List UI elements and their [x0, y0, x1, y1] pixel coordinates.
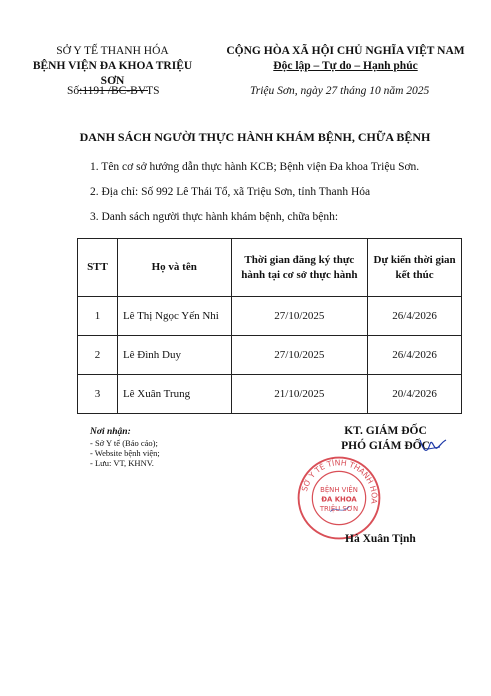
cell-stt: 1 — [78, 297, 118, 336]
recipients-label: Nơi nhận: — [90, 427, 131, 437]
header-end-date: Dự kiến thời gian kết thúc — [368, 239, 462, 297]
place-date: Triệu Sơn, ngày 27 tháng 10 năm 2025 — [250, 85, 430, 97]
item-3: 3. Danh sách người thực hành khám bệnh, chữa bệnh: — [90, 211, 339, 223]
cell-name: Lê Đình Duy — [117, 336, 231, 375]
cell-start-date: 27/10/2025 — [231, 297, 368, 336]
seal-outer-text: SỞ Y TẾ TỈNH THANH HÓA — [300, 458, 379, 505]
table-row — [78, 375, 462, 414]
cell-end-date: 26/4/2026 — [368, 297, 462, 336]
cell-start-date: 27/10/2025 — [231, 336, 368, 375]
signature-line-1: KT. GIÁM ĐỐC — [344, 425, 427, 437]
table-header-row — [78, 239, 462, 297]
document-title: DANH SÁCH NGƯỜI THỰC HÀNH KHÁM BỆNH, CHỮA BỆNH — [79, 130, 431, 144]
table-row — [78, 336, 462, 375]
header-stt: STT — [78, 239, 118, 297]
recipient-item: - Website bệnh viện; — [90, 448, 160, 458]
country-name: CỘNG HÒA XÃ HỘI CHỦ NGHĨA VIỆT NAM — [226, 45, 465, 57]
cell-start-date: 21/10/2025 — [231, 375, 368, 414]
signature-line-2: PHÓ GIÁM ĐỐC — [341, 440, 430, 452]
signer-name: Hà Xuân Tịnh — [345, 533, 416, 545]
practitioner-table — [77, 238, 462, 414]
recipient-item: - Sở Y tế (Báo cáo); — [90, 438, 158, 448]
hospital-name: BỆNH VIỆN ĐA KHOA TRIỆU SƠN — [32, 60, 193, 87]
recipients-block — [90, 427, 160, 468]
national-motto: Độc lập – Tự do – Hạnh phúc — [273, 60, 418, 72]
cell-name: Lê Thị Ngọc Yến Nhi — [117, 297, 231, 336]
cell-stt: 2 — [78, 336, 118, 375]
table-row — [78, 297, 462, 336]
official-seal-icon — [296, 455, 382, 541]
seal-line-2: ĐA KHOA — [321, 495, 357, 504]
header-name: Họ và tên — [117, 239, 231, 297]
header-start-date: Thời gian đăng ký thực hành tại cơ sở thực hành — [231, 239, 368, 297]
ministry-name: SỞ Y TẾ THANH HÓA — [56, 45, 169, 57]
document-number: Số:1191 /BC-BVTS — [67, 85, 160, 97]
recipient-item: - Lưu: VT, KHNV. — [90, 458, 154, 468]
handwritten-signature — [418, 436, 448, 458]
item-1: 1. Tên cơ sở hướng dẫn thực hành KCB; Bệnh viện Đa khoa Triệu Sơn. — [90, 161, 420, 173]
seal-line-1: BỆNH VIỆN — [320, 485, 358, 494]
cell-name: Lê Xuân Trung — [117, 375, 231, 414]
cell-end-date: 26/4/2026 — [368, 336, 462, 375]
cell-stt: 3 — [78, 375, 118, 414]
item-2: 2. Địa chỉ: Số 992 Lê Thái Tổ, xã Triệu Sơn, tỉnh Thanh Hóa — [90, 186, 371, 198]
seal-line-3: TRIỆU SƠN — [319, 504, 359, 513]
national-header — [218, 44, 473, 74]
cell-end-date: 20/4/2026 — [368, 375, 462, 414]
